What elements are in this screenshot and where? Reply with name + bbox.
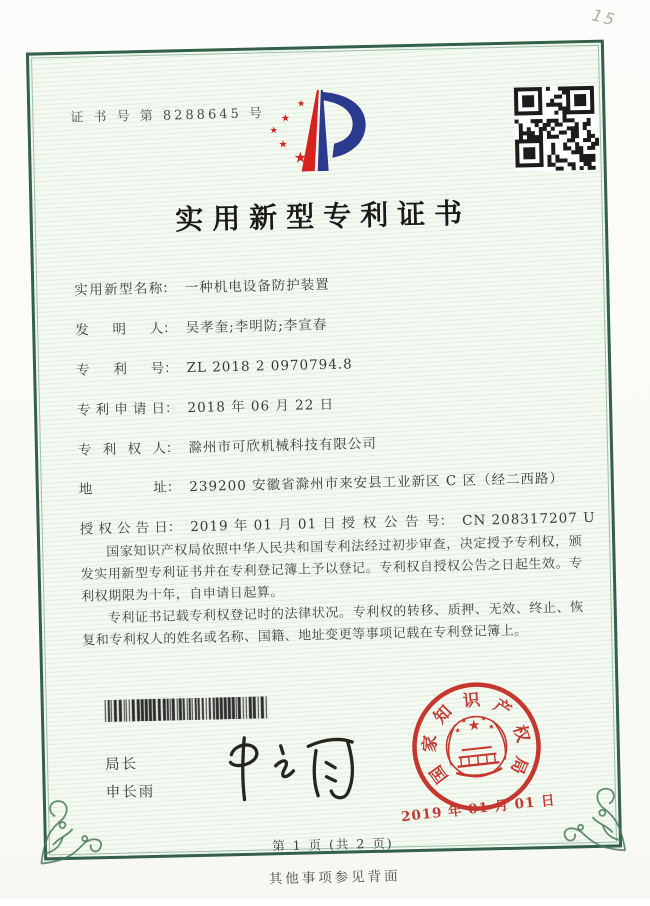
handwritten-signature-icon [216, 724, 368, 815]
field-value: 239200 安徽省滁州市来安县工业新区 C 区（经二西路） [189, 470, 565, 496]
svg-text:权: 权 [508, 722, 533, 745]
field-value: 一种机电设备防护装置 [184, 276, 330, 297]
field-label: 实用新型名称 [74, 280, 163, 299]
field-label: 专利号 [75, 360, 165, 379]
svg-text:★: ★ [454, 726, 462, 735]
field-row-filing-date [77, 387, 597, 419]
field-value: ZL 2018 2 0970794.8 [186, 356, 353, 377]
field-label: 专利申请日 [76, 400, 166, 419]
field-row-inventors [75, 307, 595, 339]
svg-text:★: ★ [479, 714, 488, 724]
field-row-patent-number [76, 347, 596, 379]
field-colon: ： [439, 513, 454, 530]
field-value: 滁州市可欣机械科技有限公司 [188, 435, 378, 457]
svg-text:★: ★ [280, 113, 291, 125]
svg-text:★: ★ [467, 717, 482, 735]
svg-text:家: 家 [420, 734, 442, 753]
legal-text [80, 531, 584, 652]
field-row-address [79, 466, 599, 498]
svg-text:国: 国 [426, 761, 453, 787]
field-colon: ： [167, 519, 182, 536]
svg-text:★: ★ [269, 125, 278, 137]
field-label: 授权公告日 [79, 519, 168, 538]
certificate-title: 实用新型专利证书 [174, 196, 472, 237]
certificate-number: 证 书 号 第 8288645 号 [70, 106, 266, 126]
certificate-frame [26, 40, 622, 861]
signer-title: 局长 [104, 756, 139, 774]
svg-text:产: 产 [489, 695, 515, 722]
legal-paragraph-1: 国家知识产权局依照中华人民共和国专利法经过初步审查，决定授予专利权，颁发实用新型专利证书并在专利登记簿上予以登记。专利权自授权公告之日起生效。专利权期限为十年，自申请日起算。 [80, 534, 583, 605]
svg-text:★: ★ [487, 722, 496, 732]
field-colon: ： [165, 440, 180, 457]
field-value: 2018 年 06 月 22 日 [187, 396, 335, 417]
field-label: 专利权人 [77, 440, 167, 459]
svg-text:★: ★ [278, 139, 288, 151]
field-row-name [74, 267, 594, 299]
field-label: 发明人 [75, 320, 164, 339]
field-colon: ： [163, 360, 178, 377]
back-side-note: 其他事项参见背面 [268, 868, 401, 888]
field-label: 授权公告号 [341, 513, 440, 532]
field-colon: ： [162, 280, 176, 297]
field-row-patentee [78, 427, 598, 459]
field-colon: ： [166, 479, 181, 496]
field-value: CN 208317207 U [461, 509, 596, 529]
official-seal-icon [383, 656, 571, 844]
field-value: 吴孝奎;李明防;李宣春 [185, 316, 328, 337]
field-colon: ： [164, 400, 179, 417]
field-value: 2019 年 01 月 01 日 [190, 515, 338, 536]
page-number: 第 1 页 (共 2 页) [272, 835, 394, 854]
field-colon: ： [163, 320, 177, 337]
field-pair-grant-number [341, 506, 595, 532]
cnipa-logo-icon [257, 86, 375, 179]
signer-name: 申长雨 [105, 783, 156, 802]
svg-text:局: 局 [506, 753, 532, 777]
svg-text:★: ★ [297, 99, 306, 110]
qr-code [514, 86, 600, 172]
field-label: 地址 [78, 479, 168, 498]
seal-date: 2019 年 01 月 01 日 [400, 792, 557, 826]
svg-text:★: ★ [293, 148, 308, 167]
legal-paragraph-2: 专利证书记载专利权登记时的法律状况。专利权的转移、质押、无效、终止、恢复和专利权人的姓名或名称、国籍、地址变更等事项记载在专利登记簿上。 [82, 600, 584, 649]
barcode [104, 696, 272, 722]
svg-text:知: 知 [430, 701, 457, 728]
svg-text:★: ★ [460, 716, 468, 726]
svg-text:识: 识 [461, 690, 482, 712]
pencil-annotation: 15 [590, 5, 619, 30]
